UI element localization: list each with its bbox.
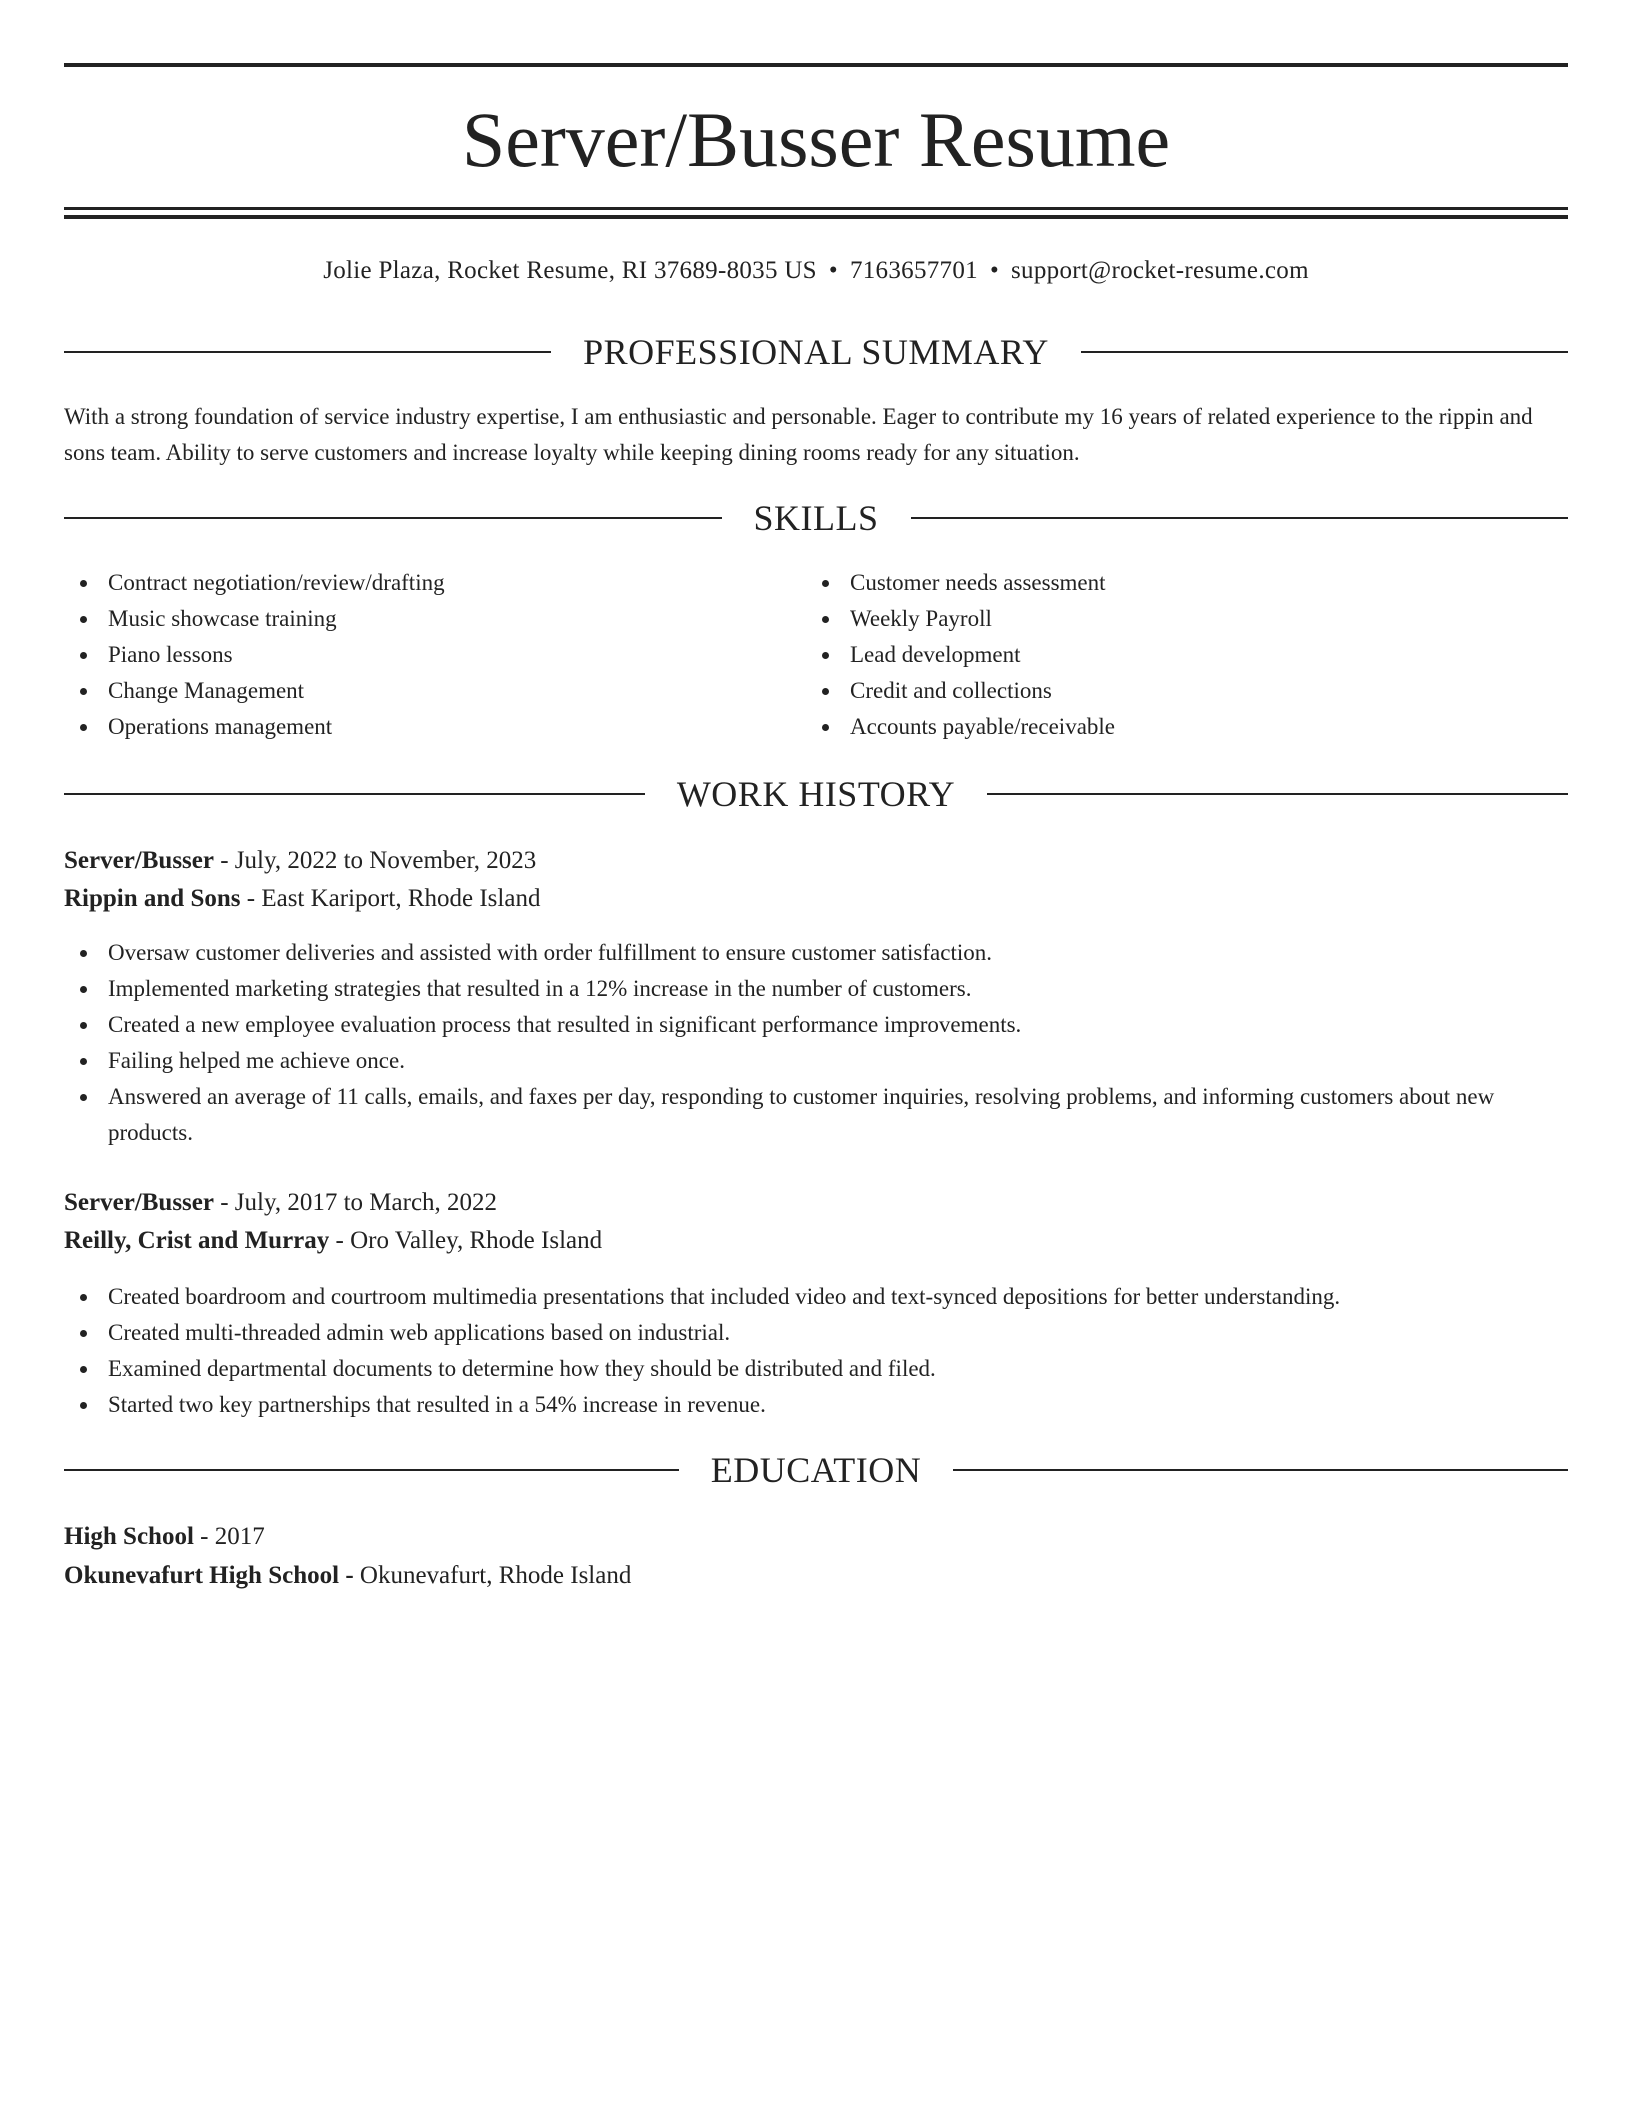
skill-item: Customer needs assessment bbox=[806, 565, 1546, 601]
contact-address: Jolie Plaza, Rocket Resume, RI 37689-8035 US bbox=[323, 257, 817, 284]
job-bullet: Created multi-threaded admin web applications based on industrial. bbox=[64, 1315, 1568, 1351]
job-bullet: Examined departmental documents to determine how they should be distributed and filed. bbox=[64, 1351, 1568, 1387]
job-company: Rippin and Sons bbox=[64, 885, 241, 912]
skill-item: Operations management bbox=[64, 709, 804, 745]
section-rule bbox=[953, 1469, 1568, 1471]
section-rule bbox=[64, 351, 551, 353]
education-school-separator: - bbox=[339, 1562, 360, 1589]
job-title: Server/Busser bbox=[64, 1189, 214, 1216]
summary-text: With a strong foundation of service industry expertise, I am enthusiastic and personable. Eager to contribute my 16 years of related experience to the rippin and sons team. Ability to serve customers and increase loyalty while keeping dining rooms ready for any situation. bbox=[64, 404, 1533, 465]
section-rule bbox=[64, 793, 645, 795]
education-year: - 2017 bbox=[193, 1523, 265, 1550]
section-rule bbox=[64, 517, 722, 519]
skill-item: Credit and collections bbox=[806, 673, 1546, 709]
contact-separator: • bbox=[989, 257, 1000, 284]
skills-list-left bbox=[64, 565, 804, 745]
education-heading: EDUCATION bbox=[710, 1450, 922, 1490]
skill-item: Music showcase training bbox=[64, 601, 804, 637]
skills-list-right bbox=[806, 565, 1546, 745]
job-dates: - July, 2017 to March, 2022 bbox=[213, 1189, 498, 1216]
skill-item: Piano lessons bbox=[64, 637, 804, 673]
job-dates: - July, 2022 to November, 2023 bbox=[213, 847, 537, 874]
resume-title: Server/Busser Resume bbox=[461, 96, 1171, 183]
summary-heading: PROFESSIONAL SUMMARY bbox=[583, 332, 1049, 372]
job-location: - Oro Valley, Rhode Island bbox=[329, 1227, 603, 1254]
section-rule bbox=[64, 1469, 679, 1471]
job-bullet: Created boardroom and courtroom multimedia presentations that included video and text-synced depositions for better understanding. bbox=[64, 1279, 1568, 1315]
section-rule bbox=[911, 517, 1569, 519]
job-bullet: Implemented marketing strategies that resulted in a 12% increase in the number of customers. bbox=[64, 971, 1568, 1007]
job-bullet: Created a new employee evaluation process that resulted in significant performance improvements. bbox=[64, 1007, 1568, 1043]
job-bullet: Started two key partnerships that resulted in a 54% increase in revenue. bbox=[64, 1387, 1568, 1423]
title-rule-lower bbox=[64, 215, 1568, 219]
education-degree: High School bbox=[64, 1523, 194, 1550]
education-school-line bbox=[64, 1557, 631, 1595]
job-title-line bbox=[64, 842, 536, 880]
job-bullets bbox=[64, 935, 1568, 1151]
work-heading: WORK HISTORY bbox=[676, 774, 956, 814]
education-section-header bbox=[64, 1448, 1568, 1492]
top-rule bbox=[64, 63, 1568, 67]
job-location: - East Kariport, Rhode Island bbox=[240, 885, 541, 912]
job-bullet: Answered an average of 11 calls, emails, and faxes per day, responding to customer inquiries, resolving problems, and informing customers about new products. bbox=[64, 1079, 1568, 1151]
job-company: Reilly, Crist and Murray bbox=[64, 1227, 330, 1254]
education-location: Okunevafurt, Rhode Island bbox=[359, 1562, 632, 1589]
section-rule bbox=[987, 793, 1568, 795]
contact-email: support@rocket-resume.com bbox=[1011, 257, 1309, 284]
title-rule-upper bbox=[64, 207, 1568, 210]
contact-separator: • bbox=[828, 257, 838, 284]
skill-item: Change Management bbox=[64, 673, 804, 709]
job-company-line bbox=[64, 880, 540, 918]
summary-section-header bbox=[64, 330, 1568, 374]
job-title-line bbox=[64, 1184, 497, 1222]
work-section-header bbox=[64, 772, 1568, 816]
job-company-line bbox=[64, 1222, 602, 1260]
skill-item: Accounts payable/receivable bbox=[806, 709, 1546, 745]
education-degree-line bbox=[64, 1518, 265, 1556]
job-bullet: Failing helped me achieve once. bbox=[64, 1043, 1568, 1079]
education-school: Okunevafurt High School bbox=[64, 1562, 340, 1589]
job-bullet: Oversaw customer deliveries and assisted with order fulfillment to ensure customer satisfaction. bbox=[64, 935, 1568, 971]
skill-item: Lead development bbox=[806, 637, 1546, 673]
section-rule bbox=[1081, 351, 1568, 353]
contact-line bbox=[64, 253, 1568, 289]
job-bullets bbox=[64, 1279, 1568, 1423]
job-title: Server/Busser bbox=[64, 847, 214, 874]
skill-item: Weekly Payroll bbox=[806, 601, 1546, 637]
skills-heading: SKILLS bbox=[753, 498, 879, 538]
contact-phone: 7163657701 bbox=[849, 257, 978, 284]
skill-item: Contract negotiation/review/drafting bbox=[64, 565, 804, 601]
skills-section-header bbox=[64, 496, 1568, 540]
